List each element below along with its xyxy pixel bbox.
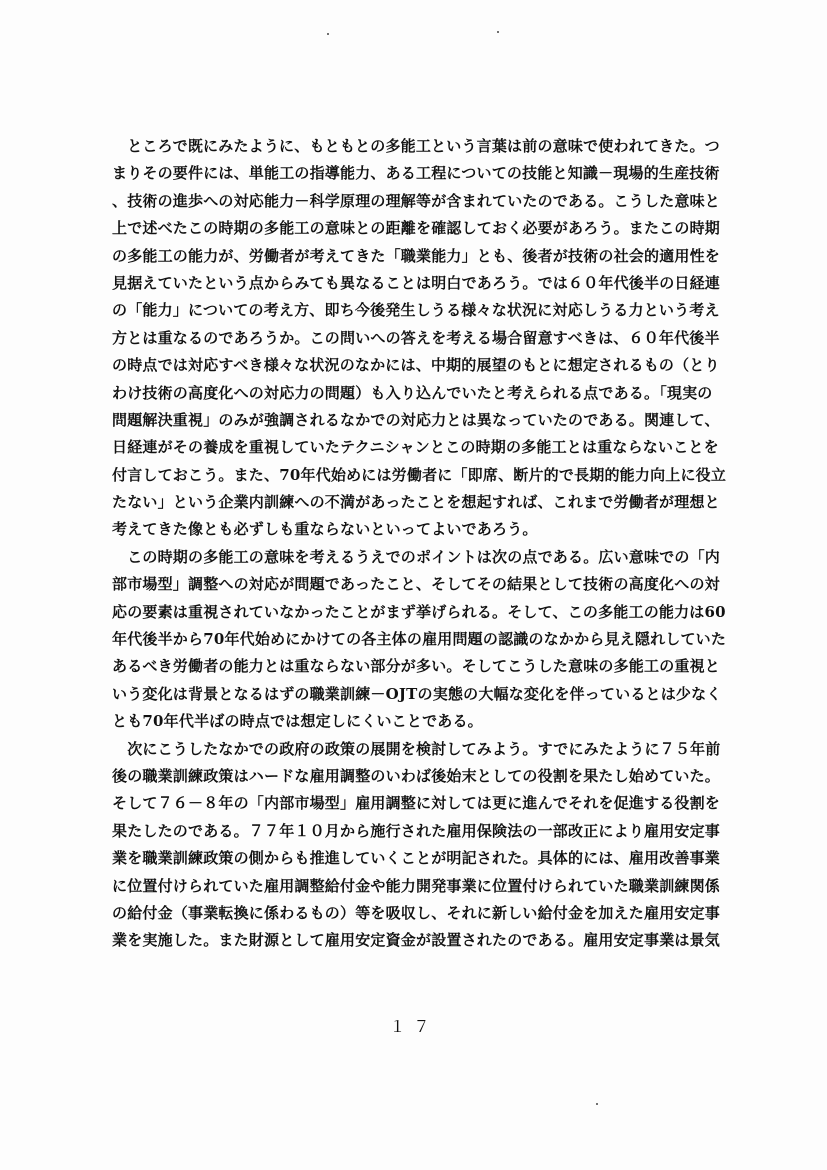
text-line: 問題解決重視」のみが強調されるなかでの対応力とは異なっていたのである。関連して、 bbox=[112, 410, 720, 429]
text-line: 次にこうしたなかでの政府の政策の展開を検討してみよう。すでにみたように７５年前 bbox=[112, 739, 721, 758]
text-line: とも70年代半ばの時点では想定しにくいことである。 bbox=[112, 712, 483, 731]
page-number: １７ bbox=[389, 1017, 438, 1036]
scan-speck bbox=[327, 33, 329, 35]
text-line: 年代後半から70年代始めにかけての各主体の雇用問題の認識のなかから見え隠れしていた bbox=[112, 630, 727, 649]
text-line: 上で述べたこの時期の多能工の意味との距離を確認しておく必要があろう。またこの時期 bbox=[112, 219, 721, 238]
text-line: 業を実施した。また財源として雇用安定資金が設置されたのである。雇用安定事業は景気 bbox=[112, 931, 721, 950]
text-line: 部市場型」調整への対応が問題であったこと、そしてその結果として技術の高度化への対 bbox=[112, 575, 720, 594]
text-line: の「能力」についての考え方、即ち今後発生しうる様々な状況に対応しうる力という考え bbox=[112, 301, 720, 320]
text-line: 見据えていたという点からみても異なることは明白であろう。では６０年代後半の日経連 bbox=[112, 273, 721, 292]
text-line: いう変化は背景となるはずの職業訓練－OJTの実態の大幅な変化を伴っているとは少なく bbox=[112, 684, 722, 703]
text-line: この時期の多能工の意味を考えるうえでのポイントは次の点である。広い意味での「内 bbox=[112, 547, 721, 566]
text-line: そして７６－８年の「内部市場型」雇用調整に対しては更に進んでそれを促進する役割を bbox=[112, 794, 721, 813]
scan-speck bbox=[596, 1103, 598, 1105]
text-line: あるべき労働者の能力とは重ならない部分が多い。そしてこうした意味の多能工の重視と bbox=[112, 657, 721, 676]
text-line: ところで既にみたように、もともとの多能工という言葉は前の意味で使われてきた。つ bbox=[112, 137, 720, 155]
text-line: 付言しておこう。また、70年代始めには労働者に「即席、断片的で長期的能力向上に役立 bbox=[112, 465, 727, 484]
text-line: 日経連がその養成を重視していたテクニシャンとこの時期の多能工とは重ならないことを bbox=[112, 438, 719, 457]
text-line: 考えてきた像とも必ずしも重ならないといってよいであろう。 bbox=[112, 520, 538, 539]
text-line: 果たしたのである。７７年１０月から施行された雇用保険法の一部改正により雇用安定事 bbox=[112, 821, 721, 840]
text-line: まりその要件には、単能工の指導能力、ある工程についての技能と知識－現場的生産技術 bbox=[112, 164, 720, 183]
text-line: 、技術の進歩への対応能力－科学原理の理解等が含まれていたのである。こうした意味と bbox=[112, 191, 721, 210]
text-line: の多能工の能力が、労働者が考えてきた「職業能力」とも、後者が技術の社会的適用性を bbox=[112, 246, 721, 265]
text-line: 業を職業訓練政策の側からも推進していくことが明記された。具体的には、雇用改善事業 bbox=[112, 849, 721, 868]
text-line: わけ技術の高度化への対応力の問題）も入り込んでいたと考えられる点である。「現実の bbox=[112, 383, 713, 402]
text-line: 応の要素は重視されていなかったことがまず挙げられる。そして、この多能工の能力は60 bbox=[112, 602, 726, 621]
text-line: の給付金（事業転換に係わるもの）等を吸収し、それに新しい給付金を加えた雇用安定事 bbox=[112, 903, 721, 922]
body-text bbox=[112, 133, 792, 955]
text-line: たない」という企業内訓練への不満があったことを想起すれば、これまで労働者が理想と bbox=[112, 493, 720, 512]
text-line: 後の職業訓練政策はハードな雇用調整のいわば後始末としての役割を果たし始めていた。 bbox=[112, 766, 721, 785]
text-line: に位置付けられていた雇用調整給付金や能力開発事業に位置付けられていた職業訓練関係 bbox=[112, 876, 721, 895]
scan-speck bbox=[497, 31, 499, 33]
text-line: 方とは重なるのであろうか。この問いへの答えを考える場合留意すべきは、６０年代後半 bbox=[112, 328, 720, 347]
text-line: の時点では対応すべき様々な状況のなかには、中期的展望のもとに想定されるもの（とり bbox=[112, 356, 720, 375]
